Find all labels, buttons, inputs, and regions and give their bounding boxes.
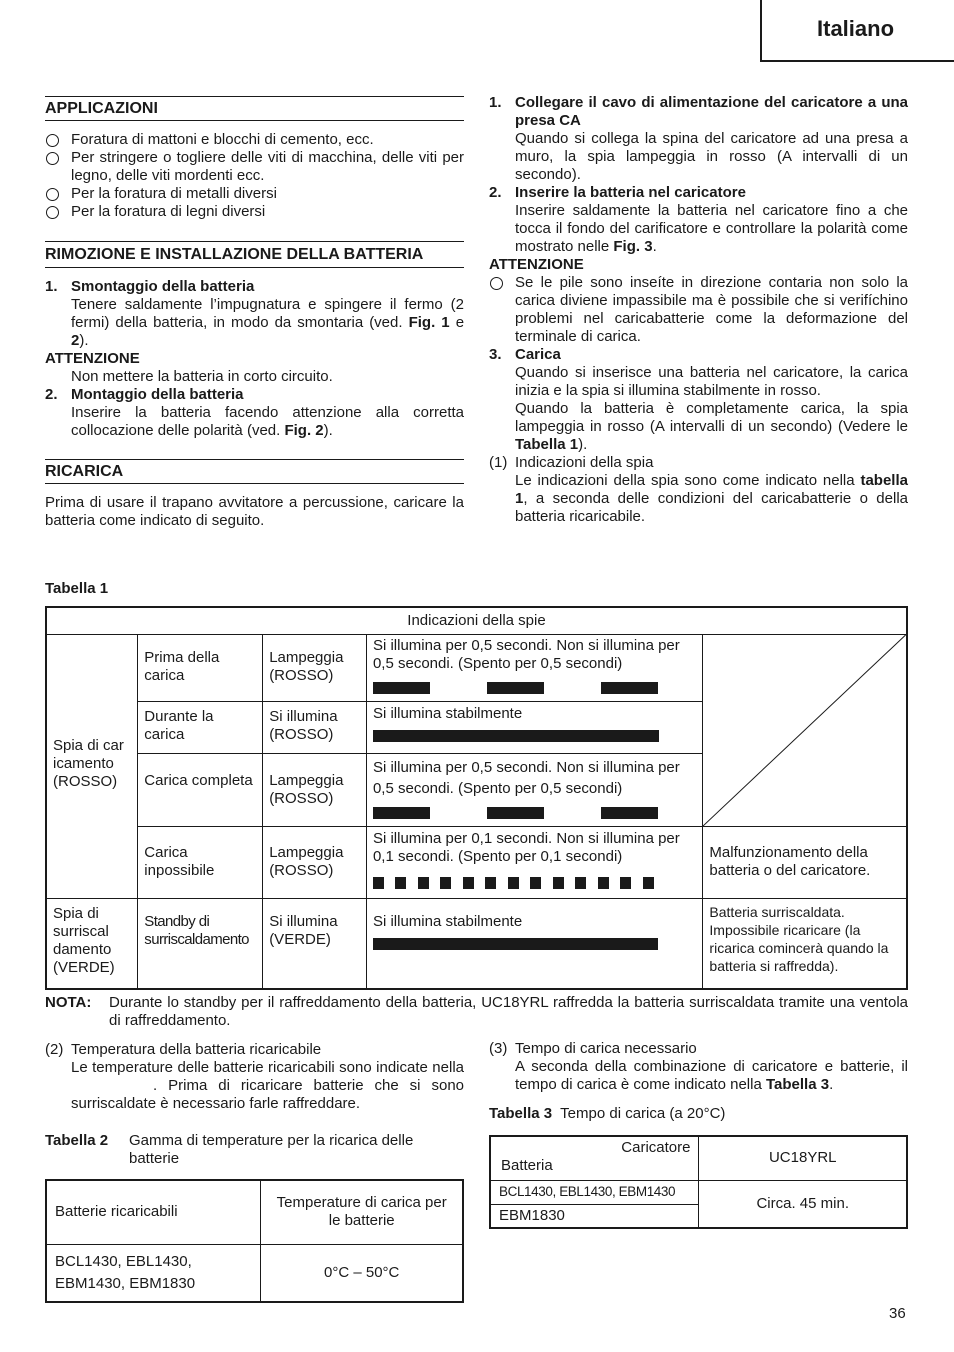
note-cell: Batteria surriscaldata. Impossibile ricaricare (la ricarica comincerà quando la batteria si raffredda). [703,899,907,989]
right-step-2-text [489,202,908,256]
right-step-1-text: Quando si collega la spina del caricatore ad una presa a muro, la spia lampeggia in rosso (A intervalli di un secondo). [515,130,908,183]
diagonal-line [703,635,906,826]
temp-text-a: Le temperature delle batterie ricaricabili sono indicate nella [71,1059,464,1076]
blink-bars [373,682,696,694]
time-cell: Circa. 45 min. [699,1180,907,1228]
state-cell: Carica inpossibile [138,827,263,899]
table-ref: Tabella 1 [515,436,579,453]
right-attention-label [489,256,908,274]
conj: e [455,314,465,331]
step-text: Quando la batteria è completamente carica, la spia lampeggia in rosso (A intervalli di un secondo) (Vedere le [515,400,908,435]
tabella-3 [489,1135,908,1229]
light-steady-bar [373,938,658,950]
left-column [45,96,464,530]
fig-ref: Fig. 1 [408,314,450,331]
desc-cell [366,827,702,899]
right-sub-1-text [489,472,908,526]
blink-bars [373,807,696,819]
right-step-3-text-1: Quando si inserisce una batteria nel caricatore, la carica inizia e la spia si illumina stabilmente in rosso. [515,364,908,399]
step-1-text [45,296,464,350]
punct: ). [79,332,89,349]
tempo-text-a: A seconda della combinazione di caricatore e batterie, il tempo di carica è come indicato nella [515,1058,908,1093]
desc-text: Si illumina per 0,5 secondi. Non si illumina per 0,5 secondi. (Spento per 0,5 secondi) [372,759,680,797]
step-number: 1. [45,278,58,295]
light-on-bar [418,877,429,889]
tabella-3-caption [489,1105,725,1123]
step-title: Carica [515,346,561,363]
temperatura-block [45,1041,464,1113]
nota-text: Durante lo standby per il raffreddamento della batteria, UC18YRL raffredda la batteria surriscaldata tramite una ventola di raffreddamento. [109,994,908,1029]
tabella-3-caption-text: Tempo di carica (a 20°C) [560,1105,726,1122]
range-cell: 0°C – 50°C [261,1244,463,1302]
charger-label: Caricatore [621,1139,691,1156]
sub-title: Tempo di carica necessario [515,1040,697,1057]
language-tab [760,0,954,62]
attention-text-label: ATTENZIONE [489,256,584,273]
section-title-applicazioni: APPLICAZIONI [45,96,464,121]
desc-cell [366,754,702,827]
light-on-bar [373,877,384,889]
light-on-bar [601,807,658,819]
ricarica-intro: Prima di usare il trapano avvitatore a percussione, caricare la batteria come indicato di seguito. [45,494,464,529]
light-on-bar [373,682,430,694]
state-cell: Prima della carica [138,635,263,702]
list-item: Per stringere o togliere delle viti di macchina, delle viti per legno, delle viti mordenti ecc. [45,149,464,185]
nota-label: NOTA: [45,994,92,1011]
punct: ). [578,436,588,453]
tabella-2-caption-text: Gamma di temperature per la ricarica delle batterie [129,1132,414,1167]
attention-text: Non mettere la batteria in corto circuito. [71,368,333,385]
step-title: Montaggio della batteria [71,386,244,403]
temp-text-b: . Prima di ricaricare batterie che si sono surriscaldate è necessario farle raffreddare. [71,1077,464,1112]
fig-ref: Fig. 2 [284,422,324,439]
fig-ref: Fig. 3 [613,238,653,255]
desc-text: Si illumina per 0,1 secondi. Non si illumina per 0,1 secondi. (Spento per 0,1 secondi) [372,830,680,865]
right-step-2-title [489,184,908,202]
battery-cell: EBM1830 [490,1204,699,1228]
step-title: Collegare il cavo di alimentazione del caricatore a una presa CA [515,94,908,129]
step-2-title [45,386,464,404]
state-cell: Standby di surriscaldamento [138,899,263,989]
light-on-bar [487,682,544,694]
light-on-bar [373,807,430,819]
section-title-rimozione: RIMOZIONE E INSTALLAZIONE DELLA BATTERIA [45,241,464,268]
light-on-bar [485,877,496,889]
tempo-title [489,1040,908,1058]
light-cell: Lampeggia (ROSSO) [263,827,367,899]
step-text: Inserire la batteria facendo attenzione alla corretta collocazione delle polarità (ved. [71,404,464,439]
charger-model: UC18YRL [699,1136,907,1180]
sub-title: Indicazioni della spia [515,454,654,471]
right-sub-1-title [489,454,908,472]
col-header: Temperature di carica per le batterie [261,1180,463,1244]
light-on-bar [395,877,406,889]
right-column [489,94,908,526]
desc-cell [366,702,702,754]
step-2-text [45,404,464,440]
light-cell: Si illumina (ROSSO) [263,702,367,754]
step-number: 1. [489,94,502,111]
tempo-block [489,1040,908,1094]
page-number: 36 [889,1305,906,1322]
light-cell: Si illumina (VERDE) [263,899,367,989]
note-cell: Malfunzionamento della batteria o del caricatore. [703,827,907,899]
list-item: Per la foratura di metalli diversi [45,185,464,203]
light-steady-bar [373,730,659,742]
battery-cell: BCL1430, EBL1430, EBM1430, EBM1830 [46,1244,261,1302]
fig-ref: 2 [71,332,80,349]
attention-text-label: ATTENZIONE [45,350,140,367]
table-header: Indicazioni della spie [46,607,907,635]
light-cell: Lampeggia (ROSSO) [263,754,367,827]
step-title: Inserire la batteria nel caricatore [515,184,746,201]
light-on-bar [440,877,451,889]
right-attention-text: Se le pile sono inseíte in direzione contaria non solo la carica diviene impassibile ma è possibile che si verifíchino problemi nel caricabatterie come la deformazione del terminale di carica. [489,274,908,346]
rimozione-steps [45,278,464,440]
tabella-2-label: Tabella 2 [45,1132,109,1149]
sub-text: Le indicazioni della spia sono come indicato nella [515,472,855,489]
temp-title [45,1041,464,1059]
light-on-bar [463,877,474,889]
step-text: Inserire saldamente la batteria nel caricatore fino a che tocca il fondo del carificatore e controllare la polarità come mostrato nelle [515,202,908,255]
light-on-bar [487,807,544,819]
step-number: 2. [489,184,502,201]
table-ref: Tabella 3 [765,1076,830,1093]
language-label: Italiano [817,16,895,41]
table-ref: tabella 1 [515,472,908,507]
desc-text: Si illumina per 0,5 secondi. Non si illumina per 0,5 secondi. (Spento per 0,5 secondi) [372,637,680,672]
corner-header-cell [490,1136,699,1180]
step-text: Tenere saldamente l’impugnatura e spingere il fermo (2 fermi) della batteria, in modo da smontaria (ved. [71,296,464,331]
tabella-1 [45,606,908,990]
sub-number: (2) [45,1041,64,1058]
right-step-1-title [489,94,908,130]
punct: . [652,238,657,255]
desc-text: Si illumina stabilmente [372,705,523,722]
light-on-bar [598,877,609,889]
punct: . [829,1076,834,1093]
light-on-bar [643,877,654,889]
tabella-1-label: Tabella 1 [45,580,109,597]
light-on-bar [553,877,564,889]
applicazioni-list [45,131,464,221]
state-cell: Carica completa [138,754,263,827]
empty-diagonal-cell [703,635,907,827]
light-cell: Lampeggia (ROSSO) [263,635,367,702]
light-on-bar [601,682,658,694]
step-1-title [45,278,464,296]
desc-text: Si illumina stabilmente [372,913,523,930]
desc-cell [366,899,702,989]
light-on-bar [575,877,586,889]
light-on-bar [508,877,519,889]
right-step-3-text-2 [489,400,908,454]
light-on-bar [620,877,631,889]
col-header: Batterie ricaricabili [46,1180,261,1244]
nota-block [45,994,908,1030]
group-green: Spia di surriscal damento (VERDE) [46,899,138,989]
attention-label [45,350,464,368]
temp-text [45,1059,464,1113]
battery-label: Batteria [501,1156,553,1174]
list-item: Per la foratura di legni diversi [45,203,464,221]
state-cell: Durante la carica [138,702,263,754]
right-step-3-title [489,346,908,364]
tabella-3-label: Tabella 3 [489,1105,553,1122]
step-title: Smontaggio della batteria [71,278,255,295]
light-on-bar [530,877,541,889]
sub-number: (1) [489,454,508,471]
list-item: Foratura di mattoni e blocchi di cemento, ecc. [45,131,464,149]
desc-cell [366,635,702,702]
punct: ). [323,422,333,439]
section-title-ricarica: RICARICA [45,459,464,484]
fast-blink-bars [373,877,696,889]
battery-cell: BCL1430, EBL1430, EBM1430 [490,1180,699,1204]
group-red: Spia di car icamento (ROSSO) [46,635,138,899]
step-number: 3. [489,346,502,363]
sub-title: Temperatura della batteria ricaricabile [71,1041,322,1058]
sub-text: , a seconda delle condizioni del caricabatterie o della batteria ricaricabile. [515,490,908,525]
step-number: 2. [45,386,58,403]
tempo-text [489,1058,908,1094]
sub-number: (3) [489,1040,508,1057]
tabella-2 [45,1179,464,1303]
tabella-2-caption [45,1132,464,1168]
